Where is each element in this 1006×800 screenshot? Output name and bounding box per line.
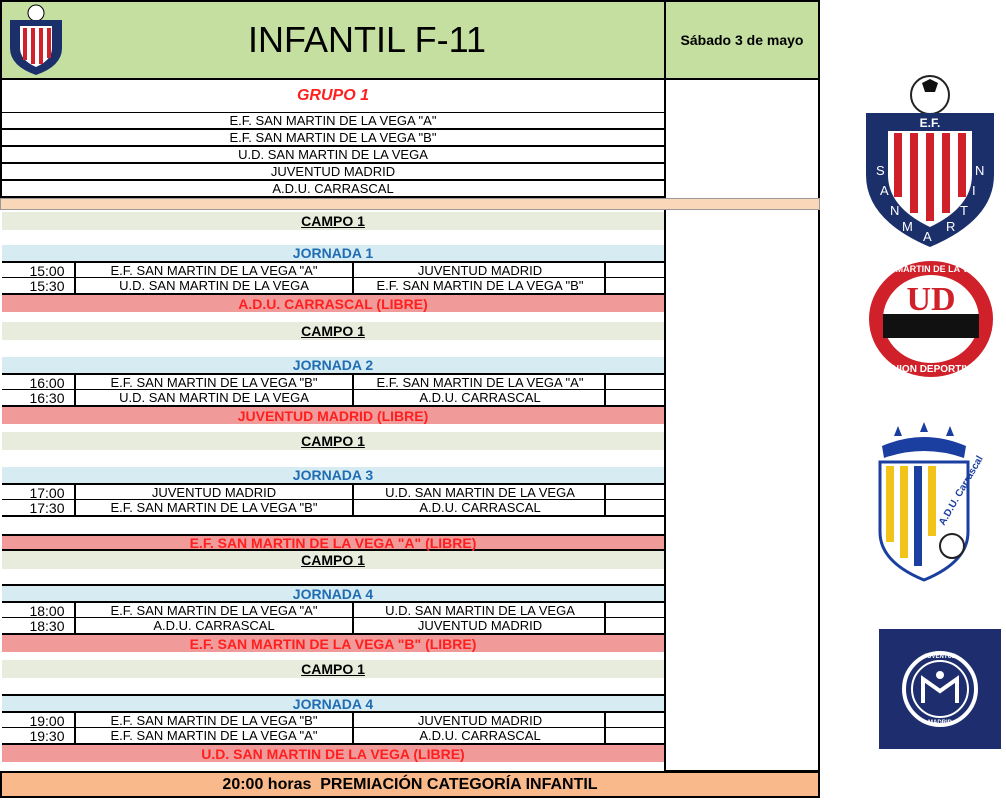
match-home: A.D.U. CARRASCAL xyxy=(74,618,354,633)
jornada-label: JORNADA 2 xyxy=(2,357,664,373)
libre-label: E.F. SAN MARTIN DE LA VEGA "B" (LIBRE) xyxy=(2,635,664,652)
event-date: Sábado 3 de mayo xyxy=(680,32,804,48)
group-separator xyxy=(0,198,820,210)
svg-text:T: T xyxy=(960,203,968,218)
svg-text:N: N xyxy=(890,203,900,218)
match-home: U.D. SAN MARTIN DE LA VEGA xyxy=(74,278,354,293)
match-time: 18:00 xyxy=(29,602,65,619)
svg-text:A: A xyxy=(923,229,932,244)
match-away: U.D. SAN MARTIN DE LA VEGA xyxy=(356,485,606,500)
libre-label: U.D. SAN MARTIN DE LA VEGA (LIBRE) xyxy=(2,745,664,762)
campo-label: CAMPO 1 xyxy=(2,660,664,678)
ef-small-logo xyxy=(6,4,66,76)
match-row xyxy=(2,618,664,635)
match-home: E.F. SAN MARTIN DE LA VEGA "A" xyxy=(74,728,354,743)
match-time: 16:00 xyxy=(29,374,65,391)
svg-text:UD: UD xyxy=(906,281,956,318)
match-home: U.D. SAN MARTIN DE LA VEGA xyxy=(74,390,354,405)
match-row xyxy=(2,601,664,618)
group-team-row: JUVENTUD MADRID xyxy=(2,163,664,180)
match-time: 17:30 xyxy=(29,499,65,516)
jornada-label: JORNADA 1 xyxy=(2,245,664,261)
match-home: JUVENTUD MADRID xyxy=(74,485,354,500)
campo-label: CAMPO 1 xyxy=(2,212,664,230)
campo-label: CAMPO 1 xyxy=(2,322,664,340)
match-time: 19:00 xyxy=(29,712,65,729)
match-away: U.D. SAN MARTIN DE LA VEGA xyxy=(356,603,606,618)
svg-text:A: A xyxy=(880,183,889,198)
match-away: A.D.U. CARRASCAL xyxy=(356,500,606,515)
match-time: 15:00 xyxy=(29,262,65,279)
group-team-row: E.F. SAN MARTIN DE LA VEGA "A" xyxy=(2,112,664,129)
match-away: JUVENTUD MADRID xyxy=(356,263,606,278)
match-row xyxy=(2,728,664,745)
ud-san-martin-logo xyxy=(866,258,996,380)
svg-text:UNION DEPORTIVA: UNION DEPORTIVA xyxy=(884,364,978,375)
match-time: 15:30 xyxy=(29,277,65,294)
group-title: GRUPO 1 xyxy=(296,87,369,104)
jornada-label: JORNADA 4 xyxy=(2,694,664,711)
match-away: E.F. SAN MARTIN DE LA VEGA "B" xyxy=(356,278,606,293)
svg-text:M: M xyxy=(902,219,913,234)
match-away: E.F. SAN MARTIN DE LA VEGA "A" xyxy=(356,375,606,390)
page-title: INFANTIL F-11 xyxy=(247,19,487,60)
match-row xyxy=(2,373,664,390)
match-row xyxy=(2,278,664,295)
match-away: A.D.U. CARRASCAL xyxy=(356,728,606,743)
ef-san-martin-logo xyxy=(862,75,998,250)
match-row xyxy=(2,500,664,517)
group-team-row: A.D.U. CARRASCAL xyxy=(2,180,664,197)
footer-awards: 20:00 horas PREMIACIÓN CATEGORÍA INFANTIL xyxy=(0,771,820,798)
match-away: JUVENTUD MADRID xyxy=(356,713,606,728)
juventud-madrid-logo xyxy=(879,629,1001,749)
svg-text:MADRID: MADRID xyxy=(928,720,952,726)
libre-label: JUVENTUD MADRID (LIBRE) xyxy=(2,407,664,424)
match-home: E.F. SAN MARTIN DE LA VEGA "B" xyxy=(74,375,354,390)
adu-carrascal-logo xyxy=(874,422,986,582)
svg-text:S: S xyxy=(876,163,885,178)
match-time: 16:30 xyxy=(29,389,65,406)
svg-text:I: I xyxy=(972,183,976,198)
match-row xyxy=(2,390,664,407)
match-home: E.F. SAN MARTIN DE LA VEGA "A" xyxy=(74,603,354,618)
libre-label: A.D.U. CARRASCAL (LIBRE) xyxy=(2,295,664,312)
svg-text:SAN MARTIN DE LA VEGA: SAN MARTIN DE LA VEGA xyxy=(874,264,988,274)
match-row xyxy=(2,483,664,500)
match-home: E.F. SAN MARTIN DE LA VEGA "B" xyxy=(74,713,354,728)
svg-text:A.D.U. Carrascal: A.D.U. Carrascal xyxy=(937,454,986,528)
match-away: A.D.U. CARRASCAL xyxy=(356,390,606,405)
match-away: JUVENTUD MADRID xyxy=(356,618,606,633)
svg-text:R: R xyxy=(946,219,956,234)
campo-label: CAMPO 1 xyxy=(2,551,664,569)
group-team-row: E.F. SAN MARTIN DE LA VEGA "B" xyxy=(2,129,664,146)
svg-text:JUVENTUD: JUVENTUD xyxy=(923,654,957,660)
group-team-row: U.D. SAN MARTIN DE LA VEGA xyxy=(2,146,664,163)
match-home: E.F. SAN MARTIN DE LA VEGA "A" xyxy=(74,263,354,278)
match-home: E.F. SAN MARTIN DE LA VEGA "B" xyxy=(74,500,354,515)
svg-text:N: N xyxy=(975,163,985,178)
match-time: 17:00 xyxy=(29,484,65,501)
ef-logo-text: E.F. xyxy=(919,116,941,130)
match-time: 19:30 xyxy=(29,727,65,744)
campo-label: CAMPO 1 xyxy=(2,432,664,450)
match-row xyxy=(2,711,664,728)
right-column xyxy=(664,78,820,772)
match-row xyxy=(2,261,664,278)
jornada-label: JORNADA 4 xyxy=(2,584,664,601)
match-time: 18:30 xyxy=(29,617,65,634)
jornada-label: JORNADA 3 xyxy=(2,467,664,483)
libre-label: E.F. SAN MARTIN DE LA VEGA "A" (LIBRE) xyxy=(2,534,664,551)
